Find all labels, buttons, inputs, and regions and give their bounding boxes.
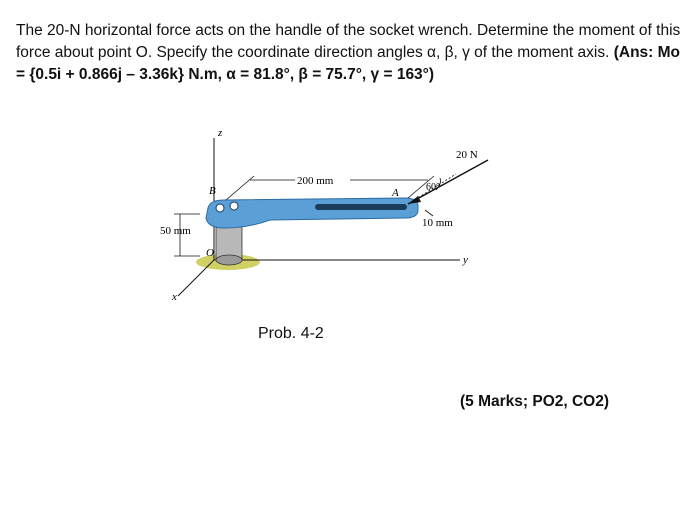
socket-bottom [216, 255, 242, 265]
z-axis-label: z [218, 127, 223, 139]
angle-label: 60° [426, 182, 440, 193]
dim-50-label: 50 mm [160, 225, 191, 237]
y-axis-label: y [463, 254, 468, 266]
dim-200-label: 200 mm [297, 175, 334, 187]
x-axis [178, 260, 214, 296]
socket-wrench-figure [150, 120, 510, 310]
point-o-label: O [206, 247, 214, 259]
x-axis-label: x [172, 291, 177, 303]
force-arrow [408, 160, 488, 204]
dim-200-left [226, 176, 254, 200]
problem-answer: (Ans: Mo = {0.5i + 0.866j – 3.36k} N.m, α = 81.8°, β = 75.7°, γ = 163°) [16, 44, 681, 83]
point-a-label: A [392, 187, 399, 199]
dim-10-label: 10 mm [422, 217, 453, 229]
figure-caption: Prob. 4-2 [258, 325, 324, 342]
handle-slot [315, 204, 407, 210]
force-label: 20 N [456, 149, 478, 161]
ratchet-pin [216, 204, 224, 212]
dim-10-line [425, 210, 433, 216]
problem-statement [16, 20, 688, 86]
ratchet-pin-2 [230, 202, 238, 210]
marks-allocation: (5 Marks; PO2, CO2) [460, 393, 610, 410]
wrench-handle [206, 198, 418, 228]
problem-text: The 20-N horizontal force acts on the handle of the socket wrench. Determine the moment of this force about point O. Specify the coordinate direction angles α, β, γ of the moment axis. [16, 22, 681, 61]
point-b-label: B [209, 185, 216, 197]
